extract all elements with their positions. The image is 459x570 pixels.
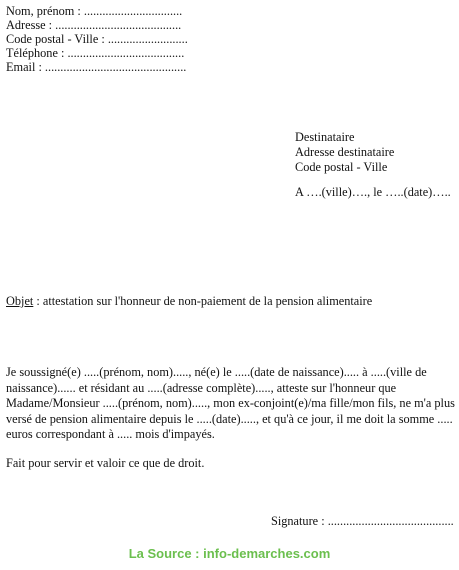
body-line: versé de pension alimentaire depuis le .....(date)....., et qu'à ce jour, il me doit la somme ..... (6, 411, 453, 426)
subject-text: : attestation sur l'honneur de non-paiement de la pension alimentaire (33, 294, 373, 308)
sender-email-line: Email : .............................................. (6, 60, 187, 74)
sender-postal-city-line: Code postal - Ville : .......................... (6, 32, 188, 46)
body-line: naissance)...... et résidant au .....(adresse complète)....., atteste sur l'honneur que (6, 380, 397, 395)
subject-line (6, 294, 372, 309)
sender-address-line: Adresse : ......................................... (6, 18, 182, 32)
signature-line: Signature : ......................................... (271, 514, 454, 528)
recipient-postal-city: Code postal - Ville (295, 160, 388, 174)
place-date-line: A ….(ville)…., le …..(date)….. (295, 185, 451, 199)
letter-body (6, 365, 455, 443)
recipient-address: Adresse destinataire (295, 145, 395, 159)
sender-name-line: Nom, prénom : ................................ (6, 4, 183, 18)
recipient-name: Destinataire (295, 130, 355, 144)
body-line: Je soussigné(e) .....(prénom, nom)....., né(e) le .....(date de naissance)..... à .....(ville de (6, 365, 427, 379)
body-line: euros correspondant à ..... mois d'impayés. (6, 427, 215, 441)
recipient-block (295, 130, 394, 175)
body-line: Madame/Monsieur .....(prénom, nom)....., mon ex-conjoint(e)/ma fille/mon fils, ne m'a plus (6, 396, 455, 410)
sender-phone-line: Téléphone : ...................................... (6, 46, 185, 60)
closing-line: Fait pour servir et valoir ce que de droit. (6, 456, 205, 470)
source-watermark: La Source : info-demarches.com (128, 546, 331, 561)
subject-label: Objet (6, 294, 34, 308)
